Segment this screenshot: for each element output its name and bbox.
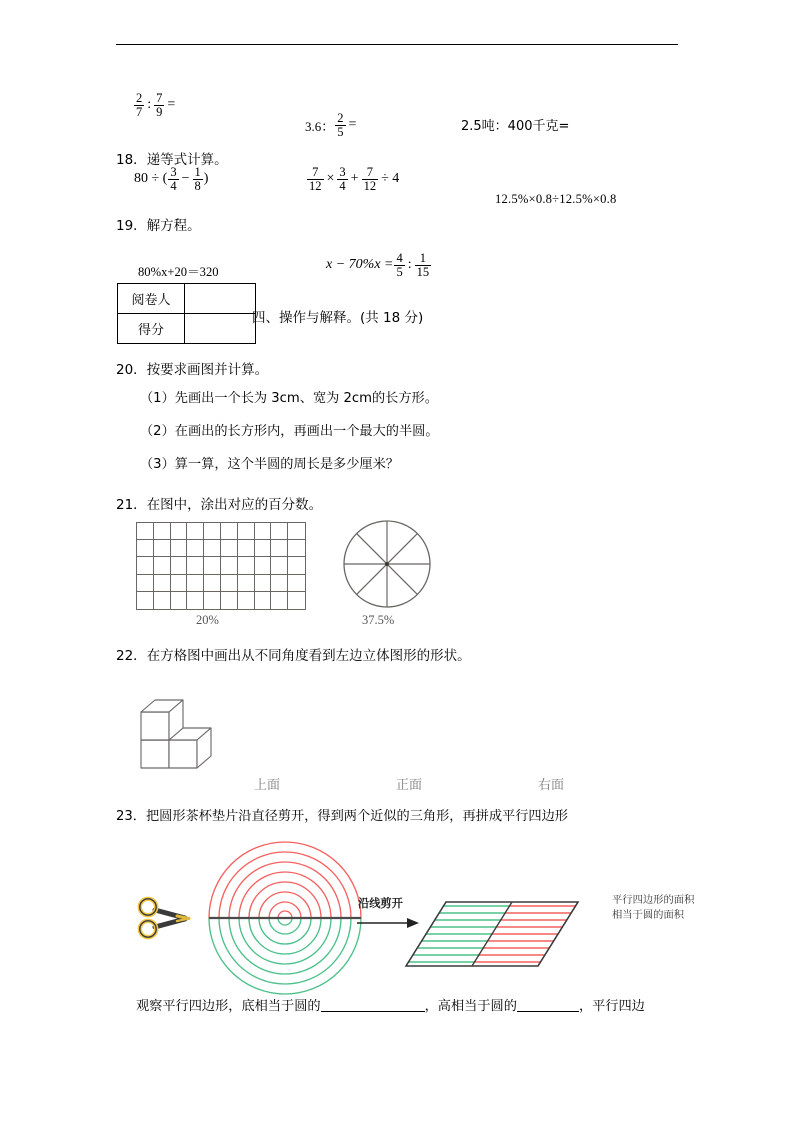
grid-cell[interactable] bbox=[204, 575, 221, 592]
q19-eq-sep: : bbox=[407, 257, 412, 273]
q18e2-times: × bbox=[326, 171, 335, 187]
q18-expression-2 bbox=[306, 166, 401, 193]
q19-eq-lead: x − 70%x = bbox=[326, 257, 394, 273]
grid-cell[interactable] bbox=[221, 523, 238, 540]
ratio2-equals: = bbox=[348, 117, 357, 133]
grid-cell[interactable] bbox=[288, 557, 305, 574]
q20-sub-3: （3）算一算，这个半圆的周长是多少厘米？ bbox=[140, 457, 399, 472]
q19-heading bbox=[116, 218, 201, 235]
grid-cell[interactable] bbox=[187, 557, 204, 574]
q18-title: 递等式计算。 bbox=[146, 152, 228, 168]
grid-cell[interactable] bbox=[204, 592, 221, 609]
q18e2-f1-num: 7 bbox=[312, 165, 319, 179]
percent-grid-caption: 20% bbox=[196, 613, 219, 627]
grid-cell[interactable] bbox=[271, 557, 288, 574]
grid-cell[interactable] bbox=[187, 540, 204, 557]
q21-heading bbox=[116, 497, 322, 514]
grid-cell[interactable] bbox=[171, 592, 188, 609]
q19-equation-1 bbox=[326, 252, 432, 279]
header-rule bbox=[116, 44, 678, 45]
grid-cell[interactable] bbox=[255, 557, 272, 574]
grid-cell[interactable] bbox=[204, 540, 221, 557]
q18e2-f3-den: 12 bbox=[363, 178, 377, 193]
q18e2-plus: + bbox=[350, 171, 359, 187]
grid-cell[interactable] bbox=[271, 540, 288, 557]
grid-cell[interactable] bbox=[238, 575, 255, 592]
grading-row2-value[interactable] bbox=[185, 314, 256, 344]
ratio1-num2: 7 bbox=[156, 91, 163, 105]
grid-cell[interactable] bbox=[238, 540, 255, 557]
grading-row1-label: 阅卷人 bbox=[118, 284, 185, 314]
q18-expression-3: 12.5%×0.8÷12.5%×0.8 bbox=[495, 192, 617, 206]
ratio-item-1 bbox=[133, 92, 177, 119]
q22-number: 22． bbox=[116, 648, 147, 664]
q23-closing-text bbox=[136, 999, 645, 1016]
q19-eq-f1-num: 4 bbox=[396, 251, 403, 265]
grid-cell[interactable] bbox=[204, 523, 221, 540]
grid-cell[interactable] bbox=[187, 575, 204, 592]
q21-number: 21． bbox=[116, 497, 147, 513]
q23-closing-part-1: 观察平行四边形，底相当于圆的 bbox=[136, 999, 321, 1014]
q19-number: 19． bbox=[116, 218, 147, 234]
q22-heading bbox=[116, 648, 471, 665]
grid-cell[interactable] bbox=[221, 540, 238, 557]
parallelogram-annotation bbox=[612, 893, 694, 923]
grid-cell[interactable] bbox=[171, 523, 188, 540]
grid-cell[interactable] bbox=[255, 523, 272, 540]
q18-expression-1 bbox=[134, 166, 208, 193]
grid-cell[interactable] bbox=[171, 557, 188, 574]
q18e2-f1-den: 12 bbox=[309, 178, 322, 193]
grid-cell[interactable] bbox=[137, 540, 154, 557]
q23-title: 把圆形茶杯垫片沿直径剪开，得到两个近似的三角形，再拼成平行四边形 bbox=[145, 809, 568, 824]
percent-grid-figure[interactable] bbox=[136, 522, 306, 610]
grid-cell[interactable] bbox=[255, 592, 272, 609]
q20-heading bbox=[116, 362, 268, 379]
ratio-item-2 bbox=[305, 112, 358, 139]
ratio1-den2: 9 bbox=[156, 104, 163, 119]
q23-closing-part-3: ，平行四边 bbox=[578, 999, 645, 1014]
q19-title: 解方程。 bbox=[146, 218, 201, 234]
grid-cell[interactable] bbox=[271, 575, 288, 592]
grid-cell[interactable] bbox=[238, 592, 255, 609]
q21-title: 在图中，涂出对应的百分数。 bbox=[146, 497, 323, 513]
percent-pie-figure[interactable] bbox=[341, 518, 433, 610]
grid-cell[interactable] bbox=[288, 540, 305, 557]
q18e1-lead: 80 ÷ ( bbox=[134, 171, 168, 187]
grid-cell[interactable] bbox=[255, 575, 272, 592]
grid-cell[interactable] bbox=[288, 523, 305, 540]
view-label-right: 右面 bbox=[538, 778, 565, 793]
ratio2-num: 2 bbox=[337, 111, 344, 125]
grid-cell[interactable] bbox=[238, 523, 255, 540]
q20-title: 按要求画图并计算。 bbox=[146, 362, 269, 378]
q23-closing-part-2: ，高相当于圆的 bbox=[424, 999, 517, 1014]
grading-row2-label: 得分 bbox=[118, 314, 185, 344]
grid-cell[interactable] bbox=[137, 557, 154, 574]
grid-cell[interactable] bbox=[221, 575, 238, 592]
grid-cell[interactable] bbox=[271, 523, 288, 540]
grid-cell[interactable] bbox=[255, 540, 272, 557]
blank-2[interactable] bbox=[517, 1011, 579, 1012]
percent-pie-caption: 37.5% bbox=[362, 613, 395, 627]
q22-title: 在方格图中画出从不同角度看到左边立体图形的形状。 bbox=[146, 648, 471, 664]
grid-cell[interactable] bbox=[271, 592, 288, 609]
annotation-line-1: 平行四边形的面积 bbox=[612, 894, 695, 906]
table-row bbox=[118, 284, 256, 314]
grid-cell[interactable] bbox=[137, 523, 154, 540]
q18e1-f1-num: 3 bbox=[170, 165, 177, 179]
ratio1-separator: : bbox=[147, 97, 152, 113]
grid-cell[interactable] bbox=[238, 557, 255, 574]
isometric-cubes-figure bbox=[133, 684, 228, 774]
q20-number: 20． bbox=[116, 362, 147, 378]
q18e2-div: ÷ 4 bbox=[381, 171, 400, 187]
grid-cell[interactable] bbox=[221, 592, 238, 609]
q18e2-f2-den: 4 bbox=[339, 178, 346, 193]
grading-table bbox=[117, 283, 256, 344]
parallelogram-figure bbox=[402, 896, 592, 974]
q18e1-tail: ) bbox=[203, 171, 209, 187]
scissors-icon bbox=[133, 894, 193, 944]
q20-sub-1: （1）先画出一个长为 3cm、宽为 2cm的长方形。 bbox=[140, 391, 438, 406]
q18e1-minus: − bbox=[181, 171, 190, 187]
grid-cell[interactable] bbox=[171, 540, 188, 557]
ratio1-num1: 2 bbox=[136, 91, 143, 105]
q18e1-f2-den: 8 bbox=[194, 178, 201, 193]
ratio1-equals: = bbox=[167, 97, 176, 113]
q18e2-f2-num: 3 bbox=[339, 165, 346, 179]
concentric-circle-figure bbox=[205, 838, 365, 998]
q23-number: 23． bbox=[116, 809, 146, 824]
q20-sub-2: （2）在画出的长方形内，再画出一个最大的半圆。 bbox=[140, 424, 439, 439]
grading-row1-value[interactable] bbox=[185, 284, 256, 314]
blank-1[interactable] bbox=[321, 1011, 425, 1012]
q19-eq-f2-den: 15 bbox=[416, 264, 430, 279]
q18e1-f2-num: 1 bbox=[194, 165, 201, 179]
grid-cell[interactable] bbox=[154, 540, 171, 557]
section-4-heading: 四、操作与解释。(共 18 分) bbox=[252, 310, 424, 326]
grid-cell[interactable] bbox=[171, 575, 188, 592]
q18-number: 18． bbox=[116, 152, 147, 168]
q19-eq-f1-den: 5 bbox=[396, 264, 403, 279]
q19-eq-f2-num: 1 bbox=[419, 251, 426, 265]
q18e2-f3-num: 7 bbox=[366, 165, 373, 179]
grid-cell[interactable] bbox=[204, 557, 221, 574]
q23-heading bbox=[116, 809, 568, 826]
grid-cell[interactable] bbox=[137, 575, 154, 592]
table-row bbox=[118, 314, 256, 344]
grid-cell[interactable] bbox=[154, 592, 171, 609]
cut-along-line-label: 沿线剪开 bbox=[358, 897, 403, 910]
q18e1-f1-den: 4 bbox=[170, 178, 177, 193]
ratio2-den: 5 bbox=[337, 124, 344, 139]
q19-equation-2: 80%x+20＝320 bbox=[138, 265, 219, 279]
ratio2-lead: 3.6： bbox=[305, 118, 335, 134]
grid-cell[interactable] bbox=[154, 557, 171, 574]
grid-cell[interactable] bbox=[187, 592, 204, 609]
view-label-front: 正面 bbox=[396, 778, 423, 793]
ratio-item-3: 2.5吨：400千克= bbox=[461, 119, 570, 134]
view-label-top: 上面 bbox=[254, 778, 281, 793]
ratio1-den1: 7 bbox=[136, 104, 143, 119]
annotation-line-2: 相当于圆的面积 bbox=[612, 908, 685, 921]
grid-cell[interactable] bbox=[154, 575, 171, 592]
grid-cell[interactable] bbox=[288, 592, 305, 609]
grid-cell[interactable] bbox=[221, 557, 238, 574]
grid-cell[interactable] bbox=[288, 575, 305, 592]
grid-cell[interactable] bbox=[154, 523, 171, 540]
grid-cell[interactable] bbox=[187, 523, 204, 540]
grid-cell[interactable] bbox=[137, 592, 154, 609]
